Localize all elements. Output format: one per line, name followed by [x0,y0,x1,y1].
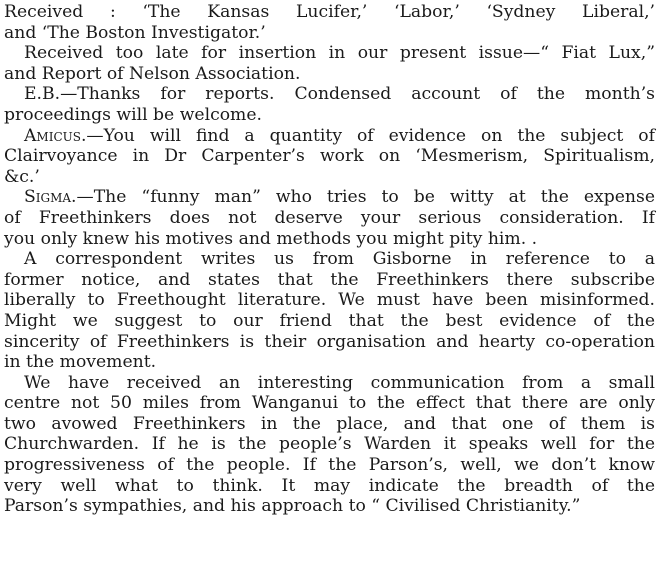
text-line [4,373,655,394]
line-text: proceedings will be welcome. [4,104,262,125]
text-line [4,332,655,353]
addressee-name: Amicus. [24,125,87,146]
notice-paragraph-sigma [4,187,655,249]
text-line [4,290,655,311]
text-line [4,43,655,64]
newspaper-column [4,2,655,517]
line-text: two avowed Freethinkers in the place, and that one of them is [4,413,655,434]
line-text: —You will find a quantity of evidence on the subject of [86,125,655,146]
addressee-name: Sigma. [24,187,77,208]
line-text: of Freethinkers does not deserve your serious consideration. If [4,207,655,228]
line-text: sincerity of Freethinkers is their organisation and hearty co-operation [4,331,655,352]
line-text: E.B.—Thanks for reports. Condensed account of the month’s [24,84,655,105]
line-text: We have received an interesting communication from a small [24,372,655,393]
text-line [4,146,655,167]
line-text: &c.’ [4,166,40,187]
text-line [4,270,655,291]
text-line [4,496,655,517]
text-line [4,2,655,23]
notice-paragraph-wanganui [4,373,655,517]
line-text: Clairvoyance in Dr Carpenter’s work on ‘Mesmerism, Spiritualism, [4,146,655,167]
notice-paragraph-correspondent [4,249,655,373]
line-text: —The “funny man” who tries to be witty at the expense [76,187,655,208]
line-text: Received : ‘The Kansas Lucifer,’ ‘Labor,’ ‘Sydney Liberal,’ [4,2,655,22]
text-line [4,23,655,44]
line-text: in the movement. [4,352,157,373]
line-text: A correspondent writes us from Gisborne in reference to a [24,249,655,270]
text-line [4,476,655,497]
text-line [4,208,655,229]
line-text: very well what to think. It may indicate the breadth of the [4,475,655,496]
text-line [4,126,655,147]
text-line [4,84,655,105]
line-text: liberally to Freethought literature. We must have been misinformed. [4,290,655,311]
text-line [4,187,655,208]
text-line [4,311,655,332]
text-line [4,249,655,270]
notices-column [4,2,655,517]
line-text: Received too late for insertion in our present issue—“ Fiat Lux,” [24,43,655,64]
text-line [4,352,655,373]
text-line [4,64,655,85]
line-text: former notice, and states that the Freethinkers there subscribe [4,269,655,290]
line-text: Might we suggest to our friend that the best evidence of the [4,310,655,331]
line-text: Churchwarden. If he is the people’s Warden it speaks well for the [4,434,655,455]
line-text: you only knew his motives and methods you might pity him. . [4,228,538,249]
line-text: progressiveness of the people. If the Parson’s, well, we don’t know [4,455,655,476]
notice-paragraph-received [4,2,655,43]
text-line [4,167,655,188]
line-text: and Report of Nelson Association. [4,63,301,84]
notice-paragraph-eb [4,84,655,125]
line-text: and ‘The Boston Investigator.’ [4,22,266,43]
text-line [4,229,655,250]
text-line [4,105,655,126]
text-line [4,434,655,455]
text-line [4,393,655,414]
line-text: centre not 50 miles from Wanganui to the effect that there are only [4,393,655,414]
line-text: Parson’s sympathies, and his approach to “ Civilised Christianity.” [4,496,581,517]
notice-paragraph-too-late [4,43,655,84]
text-line [4,414,655,435]
text-line [4,455,655,476]
notice-paragraph-amicus [4,126,655,188]
